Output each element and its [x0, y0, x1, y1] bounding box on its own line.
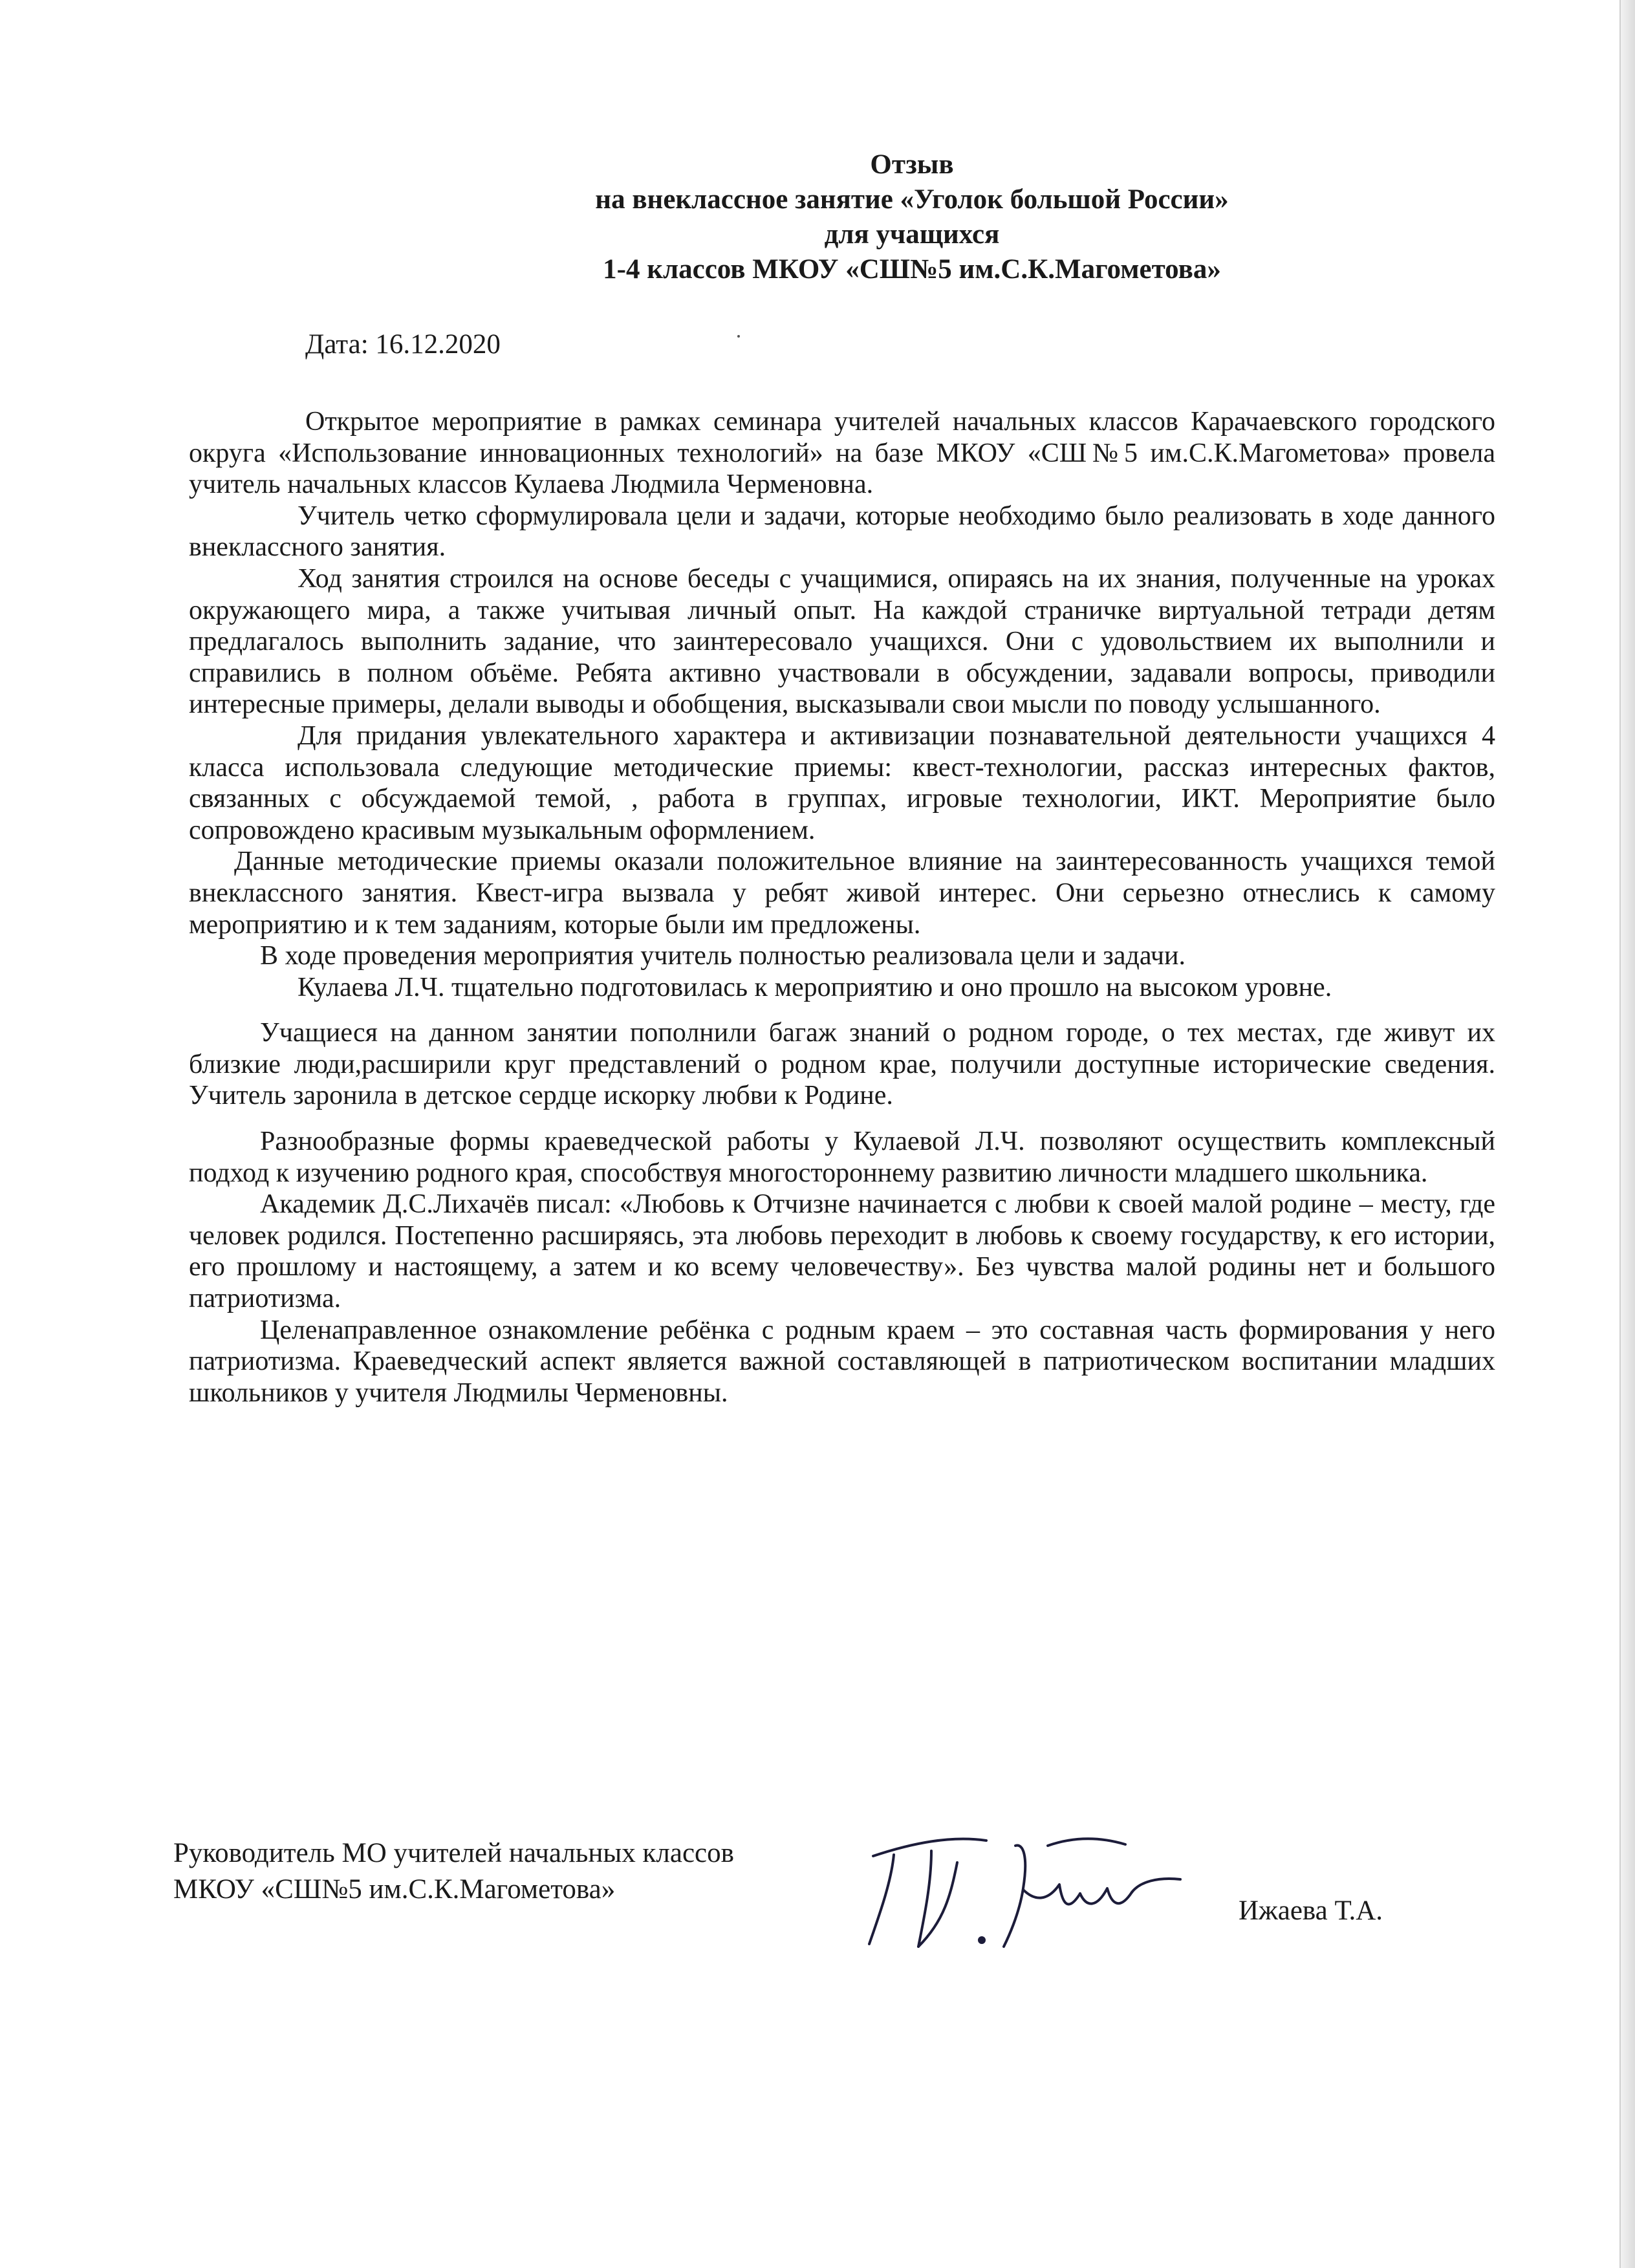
header-school: 1-4 классов МКОУ «СШ№5 им.С.К.Магометова»: [603, 254, 1221, 285]
header-title: Отзыв: [870, 149, 954, 180]
paragraph: Открытое мероприятие в рамках семинара учителей начальных классов Карачаевского городского округа «Использование инновационных технологий» на базе МКОУ «СШ№5 им.С.К.Магометова» провела учитель начальных классов Кулаева Людмила Черменовна.: [189, 407, 1495, 500]
paragraph: Учитель четко сформулировала цели и задачи, которые необходимо было реализовать в ходе данного внеклассного занятия.: [189, 501, 1495, 563]
handwritten-signature: [854, 1817, 1190, 1966]
paragraph: Академик Д.С.Лихачёв писал: «Любовь к Отчизне начинается с любви к своей малой родине – месту, где человек родился. Постепенно расширяясь, эта любовь переходит в любовь к своему государству, к его истории, его прошлому и настоящему, а затем и ко всему человечеству». Без чувства малой родины нет и большого патриотизма.: [189, 1189, 1495, 1314]
paragraph: Учащиеся на данном занятии пополнили багаж знаний о родном городе, о тех местах, где живут их близкие люди,расширили круг представлений о родном крае, получили доступные исторические сведения. Учитель заронила в детское сердце искорку любви к Родине.: [189, 1018, 1495, 1111]
document-header: [453, 147, 1371, 287]
paragraph: Ход занятия строился на основе беседы с учащимися, опираясь на их знания, полученные на уроках окружающего мира, а также учитывая личный опыт. На каждой страничке виртуальной тетради детям предлагалось выполнить задание, что заинтересовало учащихся. Они с удовольствием их выполнили и справились в полном объёме. Ребята активно участвовали в обсуждении, задавали вопросы, приводили интересные примеры, делали выводы и обобщения, высказывали свои мысли по поводу услышанного.: [189, 563, 1495, 720]
document-date: Дата: 16.12.2020: [305, 329, 501, 360]
header-subtitle: на внеклассное занятие «Уголок большой России»: [595, 184, 1229, 215]
header-audience: для учащихся: [824, 219, 1000, 250]
signer-organization: МКОУ «СШ№5 им.С.К.Магометова»: [173, 1874, 616, 1905]
paragraph: Кулаева Л.Ч. тщательно подготовилась к мероприятию и оно прошло на высоком уровне.: [298, 972, 1332, 1002]
paragraph: Данные методические приемы оказали положительное влияние на заинтересованность учащихся темой внеклассного занятия. Квест-игра вызвала у ребят живой интерес. Они серьезно отнеслись к самому мероприятию и к тем заданиям, которые были им предложены.: [189, 847, 1495, 940]
scan-speck: [737, 335, 740, 338]
paragraph: В ходе проведения мероприятия учитель полностью реализовала цели и задачи.: [260, 941, 1186, 971]
signer-name: Ижаева Т.А.: [1239, 1895, 1383, 1926]
signer-position: Руководитель МО учителей начальных классов: [173, 1838, 734, 1868]
paragraph: Разнообразные формы краеведческой работы у Кулаевой Л.Ч. позволяют осуществить комплексный подход к изучению родного края, способствуя многостороннему развитию личности младшего школьника.: [189, 1127, 1495, 1188]
signature-block: [173, 1835, 734, 1908]
scan-edge: [1619, 0, 1635, 2268]
paragraph: Для придания увлекательного характера и активизации познавательной деятельности учащихся 4 класса использовала следующие методические приемы: квест-технологии, рассказ интересных фактов, связанных с обсуждаемой темой, , работа в группах, игровые технологии, ИКТ. Мероприятие было сопровождено красивым музыкальным оформлением.: [189, 720, 1495, 845]
document-body: [189, 406, 1495, 1409]
paragraph: Целенаправленное ознакомление ребёнка с родным краем – это составная часть формирования у него патриотизма. Краеведческий аспект является важной составляющей в патриотическом воспитании младших школьников у учителя Людмилы Черменовны.: [189, 1315, 1495, 1408]
